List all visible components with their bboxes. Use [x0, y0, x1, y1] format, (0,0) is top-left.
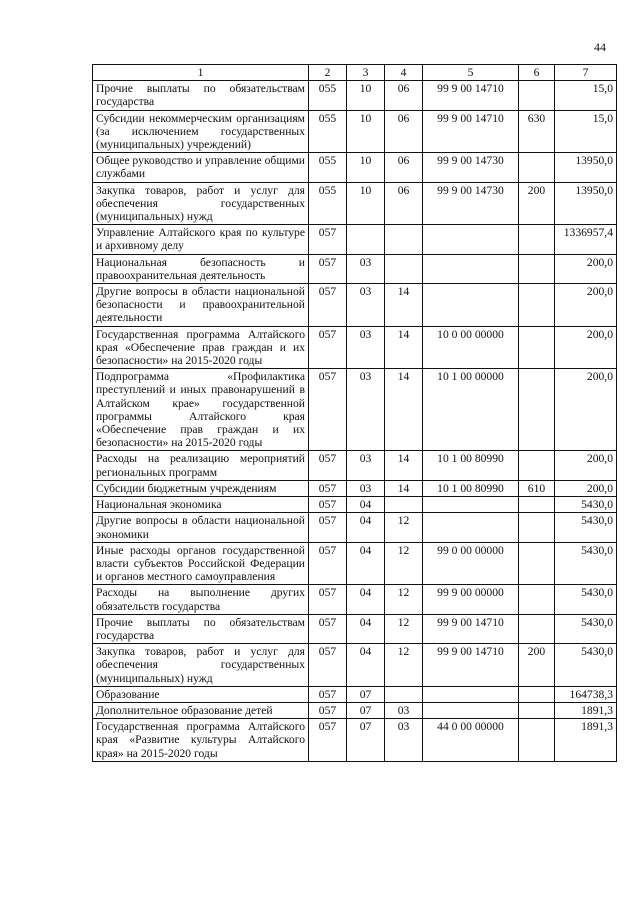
cell-target-article	[423, 702, 519, 718]
cell-section: 03	[347, 326, 385, 369]
column-header: 7	[555, 65, 617, 81]
cell-expense-type	[519, 284, 555, 327]
cell-expense-type	[519, 719, 555, 762]
cell-amount: 200,0	[555, 326, 617, 369]
cell-amount: 15,0	[555, 81, 617, 110]
column-header: 2	[309, 65, 347, 81]
column-header: 4	[385, 65, 423, 81]
cell-target-article: 10 0 00 00000	[423, 326, 519, 369]
cell-name: Национальная безопасность и правоохранительная деятельность	[93, 254, 309, 283]
cell-name: Прочие выплаты по обязательствам государства	[93, 81, 309, 110]
cell-subsection	[385, 497, 423, 513]
cell-amount: 200,0	[555, 284, 617, 327]
table-row	[93, 542, 617, 585]
cell-section: 04	[347, 513, 385, 542]
table-row	[93, 451, 617, 480]
cell-name: Другие вопросы в области национальной безопасности и правоохранительной деятельности	[93, 284, 309, 327]
cell-admin-code: 055	[309, 110, 347, 153]
cell-target-article: 99 9 00 00000	[423, 585, 519, 614]
cell-target-article: 99 9 00 14730	[423, 182, 519, 225]
cell-expense-type	[519, 81, 555, 110]
cell-subsection: 03	[385, 702, 423, 718]
cell-expense-type	[519, 614, 555, 643]
cell-admin-code: 057	[309, 254, 347, 283]
cell-amount: 200,0	[555, 369, 617, 451]
cell-section: 04	[347, 614, 385, 643]
cell-subsection: 06	[385, 81, 423, 110]
table-body	[93, 81, 617, 762]
column-header: 5	[423, 65, 519, 81]
cell-section: 04	[347, 644, 385, 687]
cell-admin-code: 057	[309, 585, 347, 614]
cell-admin-code: 055	[309, 182, 347, 225]
column-header: 1	[93, 65, 309, 81]
cell-section: 10	[347, 81, 385, 110]
table-row	[93, 182, 617, 225]
cell-admin-code: 057	[309, 369, 347, 451]
cell-amount: 1336957,4	[555, 225, 617, 254]
cell-expense-type	[519, 585, 555, 614]
cell-expense-type	[519, 326, 555, 369]
cell-subsection: 06	[385, 153, 423, 182]
cell-target-article	[423, 254, 519, 283]
cell-target-article: 10 1 00 80990	[423, 480, 519, 496]
cell-admin-code: 057	[309, 480, 347, 496]
cell-expense-type: 630	[519, 110, 555, 153]
cell-name: Субсидии бюджетным учреждениям	[93, 480, 309, 496]
cell-name: Другие вопросы в области национальной экономики	[93, 513, 309, 542]
column-header: 3	[347, 65, 385, 81]
cell-subsection: 12	[385, 585, 423, 614]
cell-section: 10	[347, 182, 385, 225]
cell-target-article	[423, 284, 519, 327]
table-row	[93, 254, 617, 283]
cell-amount: 164738,3	[555, 686, 617, 702]
cell-name: Прочие выплаты по обязательствам государства	[93, 614, 309, 643]
cell-amount: 15,0	[555, 110, 617, 153]
cell-target-article	[423, 513, 519, 542]
table-row	[93, 326, 617, 369]
cell-subsection: 14	[385, 451, 423, 480]
table-row	[93, 585, 617, 614]
table-row	[93, 644, 617, 687]
cell-amount: 200,0	[555, 254, 617, 283]
cell-target-article: 99 9 00 14710	[423, 110, 519, 153]
cell-section	[347, 225, 385, 254]
cell-admin-code: 057	[309, 284, 347, 327]
cell-name: Общее руководство и управление общими службами	[93, 153, 309, 182]
cell-target-article: 99 9 00 14710	[423, 614, 519, 643]
table-row	[93, 614, 617, 643]
cell-subsection: 12	[385, 542, 423, 585]
cell-name: Национальная экономика	[93, 497, 309, 513]
cell-admin-code: 057	[309, 719, 347, 762]
table-row	[93, 702, 617, 718]
cell-admin-code: 055	[309, 153, 347, 182]
table-row	[93, 110, 617, 153]
table-row	[93, 719, 617, 762]
cell-name: Расходы на реализацию мероприятий региональных программ	[93, 451, 309, 480]
cell-amount: 1891,3	[555, 702, 617, 718]
cell-admin-code: 057	[309, 702, 347, 718]
cell-section: 10	[347, 153, 385, 182]
cell-admin-code: 055	[309, 81, 347, 110]
cell-name: Субсидии некоммерческим организациям (за исключением государственных (муниципальных) учреждений)	[93, 110, 309, 153]
cell-section: 07	[347, 702, 385, 718]
cell-target-article: 99 9 00 14730	[423, 153, 519, 182]
cell-amount: 5430,0	[555, 513, 617, 542]
cell-section: 07	[347, 686, 385, 702]
cell-admin-code: 057	[309, 326, 347, 369]
table-row	[93, 686, 617, 702]
cell-section: 04	[347, 497, 385, 513]
cell-subsection: 03	[385, 719, 423, 762]
cell-expense-type	[519, 254, 555, 283]
cell-target-article: 10 1 00 80990	[423, 451, 519, 480]
cell-subsection: 06	[385, 182, 423, 225]
cell-subsection: 14	[385, 326, 423, 369]
cell-section: 03	[347, 369, 385, 451]
column-header: 6	[519, 65, 555, 81]
cell-amount: 5430,0	[555, 497, 617, 513]
cell-expense-type: 610	[519, 480, 555, 496]
cell-name: Подпрограмма «Профилактика преступлений и иных правонарушений в Алтайском крае» государственной программы Алтайского края «Обеспечение прав граждан и их безопасности» на 2015-2020 годы	[93, 369, 309, 451]
cell-expense-type: 200	[519, 644, 555, 687]
cell-section: 03	[347, 480, 385, 496]
cell-expense-type	[519, 497, 555, 513]
table-row	[93, 153, 617, 182]
cell-name: Закупка товаров, работ и услуг для обеспечения государственных (муниципальных) нужд	[93, 182, 309, 225]
cell-amount: 13950,0	[555, 153, 617, 182]
cell-section: 03	[347, 284, 385, 327]
table-row	[93, 81, 617, 110]
cell-amount: 5430,0	[555, 542, 617, 585]
cell-section: 07	[347, 719, 385, 762]
cell-target-article	[423, 497, 519, 513]
cell-amount: 200,0	[555, 451, 617, 480]
cell-target-article: 10 1 00 00000	[423, 369, 519, 451]
cell-section: 03	[347, 451, 385, 480]
cell-subsection: 12	[385, 513, 423, 542]
cell-target-article: 99 9 00 14710	[423, 644, 519, 687]
cell-admin-code: 057	[309, 497, 347, 513]
table-row	[93, 369, 617, 451]
cell-amount: 13950,0	[555, 182, 617, 225]
budget-table	[92, 64, 617, 762]
cell-section: 03	[347, 254, 385, 283]
cell-admin-code: 057	[309, 542, 347, 585]
cell-subsection: 12	[385, 644, 423, 687]
cell-subsection	[385, 686, 423, 702]
cell-expense-type	[519, 702, 555, 718]
cell-amount: 5430,0	[555, 614, 617, 643]
cell-expense-type	[519, 225, 555, 254]
table-row	[93, 225, 617, 254]
page-number: 44	[594, 40, 606, 54]
cell-target-article: 99 9 00 14710	[423, 81, 519, 110]
cell-name: Государственная программа Алтайского края «Развитие культуры Алтайского края» на 2015-2020 годы	[93, 719, 309, 762]
cell-name: Иные расходы органов государственной власти субъектов Российской Федерации и органов местного самоуправления	[93, 542, 309, 585]
cell-subsection: 06	[385, 110, 423, 153]
cell-subsection	[385, 254, 423, 283]
cell-subsection	[385, 225, 423, 254]
cell-name: Государственная программа Алтайского края «Обеспечение прав граждан и их безопасности» на 2015-2020 годы	[93, 326, 309, 369]
cell-admin-code: 057	[309, 513, 347, 542]
cell-subsection: 14	[385, 369, 423, 451]
cell-expense-type: 200	[519, 182, 555, 225]
cell-amount: 200,0	[555, 480, 617, 496]
cell-admin-code: 057	[309, 451, 347, 480]
cell-subsection: 14	[385, 284, 423, 327]
cell-section: 04	[347, 585, 385, 614]
cell-name: Образование	[93, 686, 309, 702]
cell-amount: 5430,0	[555, 585, 617, 614]
cell-name: Расходы на выполнение других обязательств государства	[93, 585, 309, 614]
table-row	[93, 513, 617, 542]
cell-admin-code: 057	[309, 644, 347, 687]
cell-name: Управление Алтайского края по культуре и архивному делу	[93, 225, 309, 254]
cell-name: Дополнительное образование детей	[93, 702, 309, 718]
cell-target-article: 44 0 00 00000	[423, 719, 519, 762]
cell-target-article	[423, 225, 519, 254]
cell-subsection: 12	[385, 614, 423, 643]
cell-section: 10	[347, 110, 385, 153]
cell-section: 04	[347, 542, 385, 585]
table-row	[93, 480, 617, 496]
cell-admin-code: 057	[309, 686, 347, 702]
cell-subsection: 14	[385, 480, 423, 496]
header-row	[93, 65, 617, 81]
table-row	[93, 497, 617, 513]
table-row	[93, 284, 617, 327]
cell-expense-type	[519, 369, 555, 451]
cell-amount: 1891,3	[555, 719, 617, 762]
cell-admin-code: 057	[309, 614, 347, 643]
cell-target-article: 99 0 00 00000	[423, 542, 519, 585]
cell-target-article	[423, 686, 519, 702]
cell-name: Закупка товаров, работ и услуг для обеспечения государственных (муниципальных) нужд	[93, 644, 309, 687]
cell-admin-code: 057	[309, 225, 347, 254]
cell-expense-type	[519, 451, 555, 480]
cell-expense-type	[519, 542, 555, 585]
cell-expense-type	[519, 153, 555, 182]
cell-amount: 5430,0	[555, 644, 617, 687]
cell-expense-type	[519, 513, 555, 542]
cell-expense-type	[519, 686, 555, 702]
